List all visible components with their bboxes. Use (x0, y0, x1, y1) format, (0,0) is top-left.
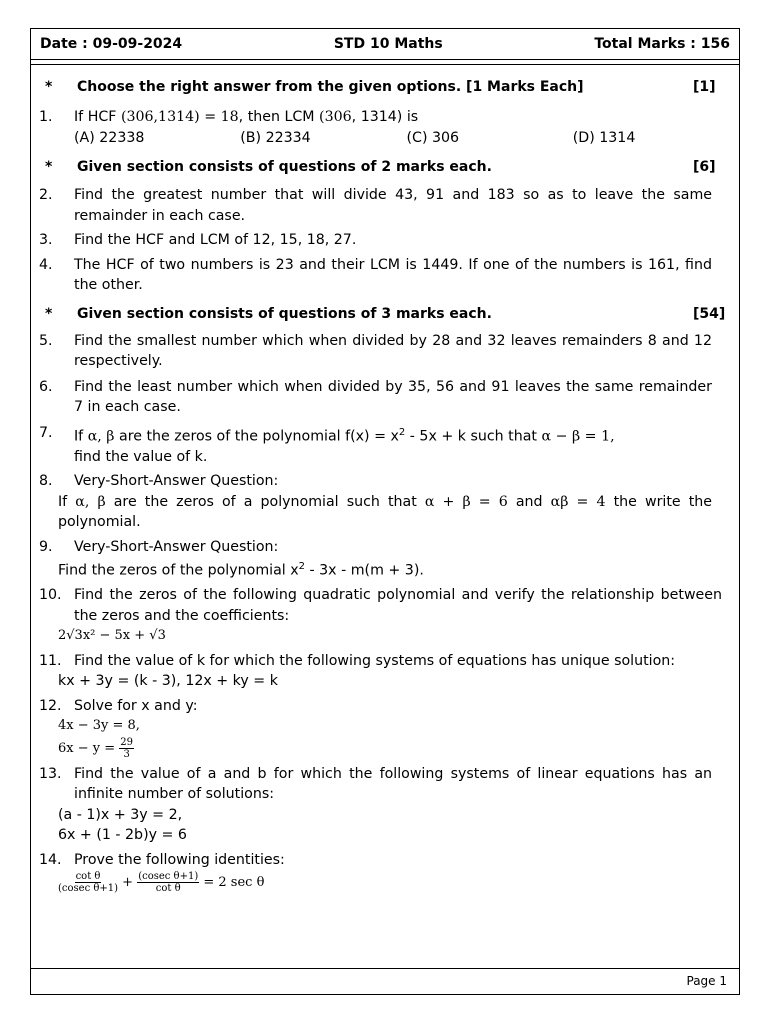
header-divider (31, 59, 739, 60)
section-marks: [1] (693, 79, 716, 95)
star-bullet: * (45, 305, 53, 322)
option-c: (C) 306 (406, 129, 460, 146)
question-8: 8. Very-Short-Answer Question: If α, β are the zeros of a polynomial such that α + β = 6 and αβ = 4 the write the polynomial. (39, 473, 713, 531)
option-d: (D) 1314 (572, 129, 636, 146)
fraction: $\frac{29}{3}$ (120, 736, 133, 760)
question-4: 4. The HCF of two numbers is 23 and their LCM is 1449. If one of the numbers is 161, find the other. (39, 256, 712, 293)
question-14: 14. Prove the following identities: $\frac{\text{cot θ}}{\text{(cosec θ+1)}}$ + $\frac{\text{(cosec θ+1)}}{\text{cot θ}}$ = 2 sec θ (39, 851, 285, 895)
question-12: 12. Solve for x and y: 4x − 3y = 8, 6x − y = $\frac{29}{3}$ (39, 697, 198, 760)
section-marks: [54] (693, 305, 726, 322)
question-1: 1. If HCF (306,1314) = 18, then LCM (306, 1314) is (A) 22338 (B) 22334 (C) 306 (D) 1314 (39, 107, 739, 148)
section-marks: [6] (693, 159, 716, 175)
exam-paper (30, 28, 740, 995)
question-9: 9. Very-Short-Answer Question: Find the zeros of the polynomial $x^2 - 3x - m(m + 3)$. (39, 538, 424, 579)
exam-date: Date : 09-09-2024 (40, 36, 183, 52)
option-b: (B) 22334 (240, 129, 311, 146)
fraction: $\frac{\text{cot θ}}{\text{(cosec θ+1)}}$ (58, 871, 119, 895)
question-10: 10. Find the zeros of the following quadratic polynomial and verify the relationship between the zeros and the coefficients: 2√3x² − 5x + √3 (39, 587, 722, 644)
section-heading (39, 156, 739, 178)
question-2: 2. Find the greatest number that will divide 43, 91 and 183 so as to leave the same remainder in each case. (39, 187, 712, 224)
question-content (31, 65, 739, 896)
page-number: Page 1 (686, 974, 727, 988)
question-3: 3. Find the HCF and LCM of 12, 15, 18, 27. (39, 232, 357, 248)
question-6: 6. Find the least number which when divided by 35, 56 and 91 leaves the same remainder 7 in each case. (39, 378, 712, 415)
section-title: Given section consists of questions of 3 marks each. (77, 305, 492, 322)
paper-header (31, 29, 739, 59)
exam-subject: STD 10 Maths (333, 36, 443, 52)
question-5: 5. Find the smallest number which when divided by 28 and 32 leaves remainders 8 and 12 respectively. (39, 332, 712, 369)
total-marks: Total Marks : 156 (594, 36, 730, 52)
question-7: 7. If α, β are the zeros of the polynomial $f(x) = x^2 - 5x + k$ such that α − β = 1, find the value of k. (39, 424, 615, 465)
answer-options (74, 128, 739, 149)
star-bullet: * (45, 79, 53, 95)
section-title: Given section consists of questions of 2 marks each. (77, 159, 492, 175)
star-bullet: * (45, 159, 53, 175)
section-heading (39, 76, 739, 98)
option-a: (A) 22338 (74, 129, 145, 146)
footer-divider (31, 968, 739, 969)
section-heading (39, 303, 739, 325)
section-title: Choose the right answer from the given options. [1 Marks Each] (77, 79, 584, 95)
question-11: 11. Find the value of k for which the following systems of equations has unique solution: kx + 3y = (k - 3), 12x + ky = k (39, 652, 676, 690)
question-13: 13. Find the value of a and b for which the following systems of linear equations has an infinite number of solutions: (a - 1)x + 3y = 2, 6x + (1 - 2b)y = 6 (39, 765, 712, 844)
fraction: $\frac{\text{(cosec θ+1)}}{\text{cot θ}}$ (138, 871, 199, 895)
question-number: 1. (39, 109, 53, 125)
